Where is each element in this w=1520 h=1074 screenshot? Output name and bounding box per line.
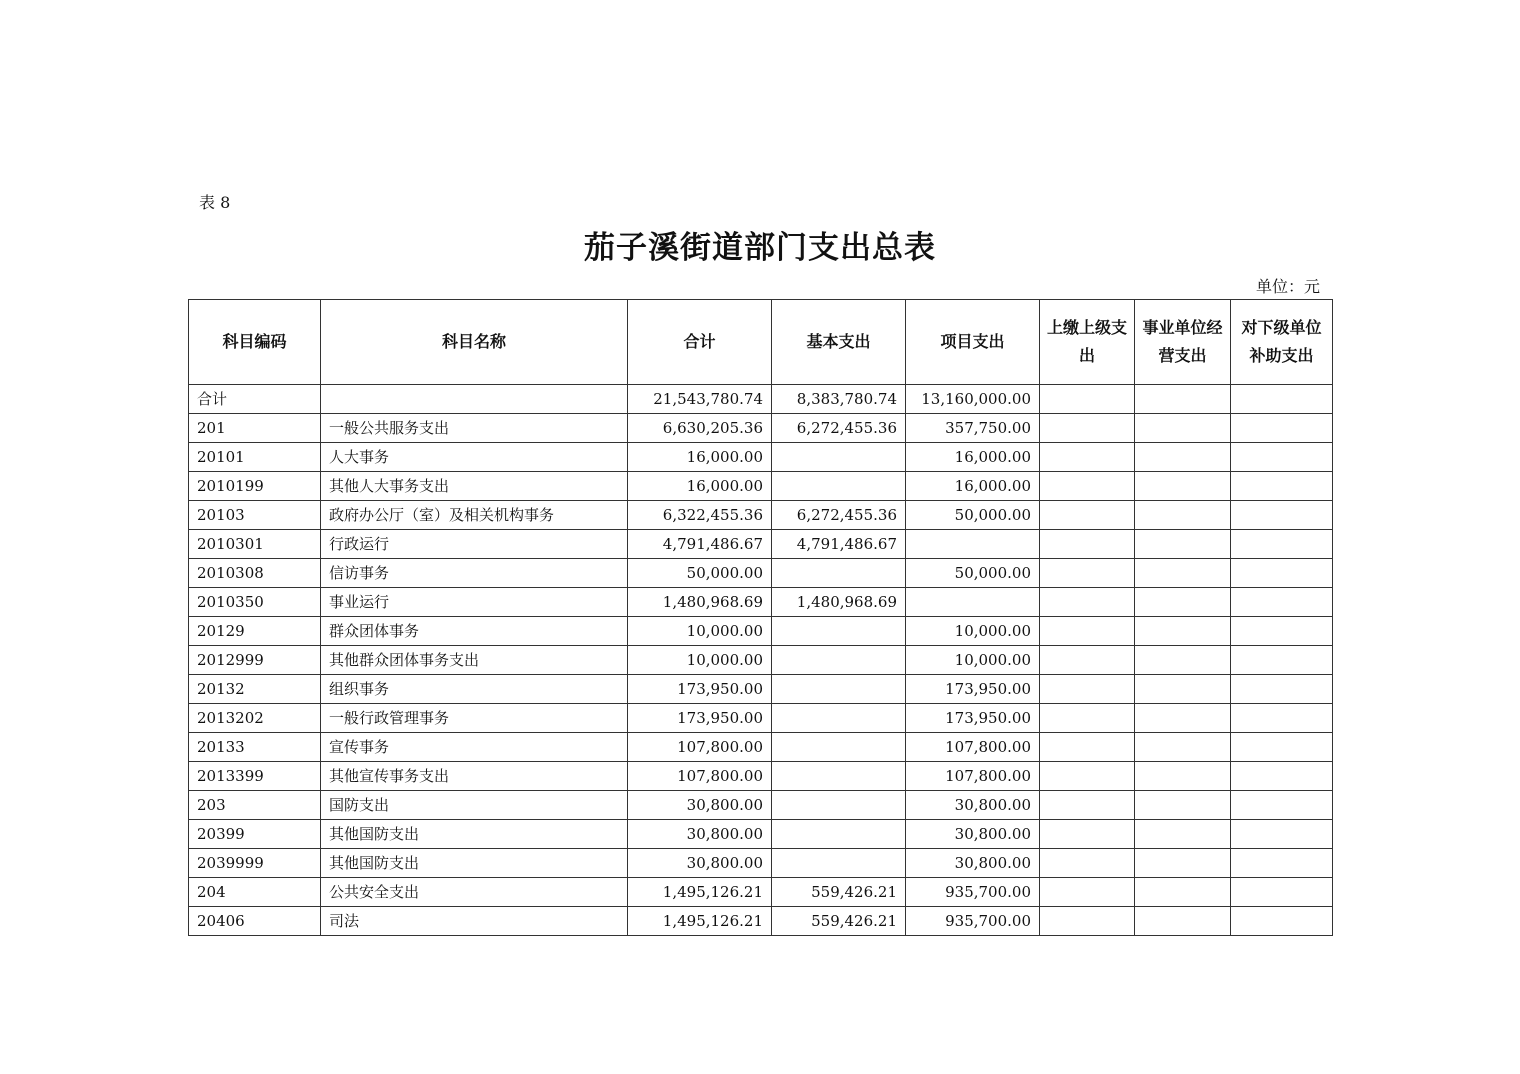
unit-label: 单位：元 (1255, 277, 1320, 296)
table-row (189, 733, 1333, 762)
table-row (189, 443, 1333, 472)
col-header-name: 科目名称 (321, 300, 628, 385)
cell-subsidy (1231, 762, 1333, 791)
cell-project: 30,800.00 (906, 820, 1040, 849)
cell-name: 其他国防支出 (321, 820, 628, 849)
cell-name: 宣传事务 (321, 733, 628, 762)
cell-total: 107,800.00 (628, 762, 772, 791)
cell-name: 其他国防支出 (321, 849, 628, 878)
cell-name: 一般公共服务支出 (321, 414, 628, 443)
cell-basic: 559,426.21 (772, 878, 906, 907)
cell-business (1135, 675, 1231, 704)
cell-subsidy (1231, 414, 1333, 443)
cell-business (1135, 588, 1231, 617)
cell-code: 20133 (189, 733, 321, 762)
cell-name: 司法 (321, 907, 628, 936)
cell-basic: 1,480,968.69 (772, 588, 906, 617)
col-header-total: 合计 (628, 300, 772, 385)
cell-business (1135, 733, 1231, 762)
cell-subsidy (1231, 907, 1333, 936)
table-row (189, 472, 1333, 501)
cell-total: 50,000.00 (628, 559, 772, 588)
cell-business (1135, 646, 1231, 675)
cell-subsidy (1231, 791, 1333, 820)
expense-table (188, 299, 1333, 936)
cell-basic (772, 704, 906, 733)
table-row (189, 820, 1333, 849)
cell-code: 2013399 (189, 762, 321, 791)
cell-code: 2010199 (189, 472, 321, 501)
table-row (189, 762, 1333, 791)
cell-total: 30,800.00 (628, 849, 772, 878)
table-row (189, 878, 1333, 907)
cell-remit (1040, 646, 1135, 675)
cell-subsidy (1231, 559, 1333, 588)
cell-project: 10,000.00 (906, 617, 1040, 646)
cell-name: 一般行政管理事务 (321, 704, 628, 733)
cell-project: 357,750.00 (906, 414, 1040, 443)
table-row (189, 907, 1333, 936)
cell-remit (1040, 907, 1135, 936)
cell-project: 173,950.00 (906, 675, 1040, 704)
cell-subsidy (1231, 675, 1333, 704)
table-number: 表 8 (199, 193, 231, 212)
cell-name: 其他群众团体事务支出 (321, 646, 628, 675)
cell-project: 50,000.00 (906, 559, 1040, 588)
cell-basic: 6,272,455.36 (772, 501, 906, 530)
cell-remit (1040, 675, 1135, 704)
cell-code: 2010308 (189, 559, 321, 588)
cell-project (906, 530, 1040, 559)
cell-project: 50,000.00 (906, 501, 1040, 530)
table-body (189, 385, 1333, 936)
cell-total: 173,950.00 (628, 675, 772, 704)
cell-name: 其他宣传事务支出 (321, 762, 628, 791)
cell-remit (1040, 849, 1135, 878)
table-row (189, 530, 1333, 559)
cell-basic (772, 675, 906, 704)
cell-project: 173,950.00 (906, 704, 1040, 733)
cell-project: 107,800.00 (906, 733, 1040, 762)
table-row (189, 675, 1333, 704)
cell-name: 组织事务 (321, 675, 628, 704)
cell-name: 行政运行 (321, 530, 628, 559)
col-header-subsidy: 对下级单位补助支出 (1231, 300, 1333, 385)
cell-code: 201 (189, 414, 321, 443)
cell-name: 其他人大事务支出 (321, 472, 628, 501)
table-row (189, 646, 1333, 675)
cell-basic: 559,426.21 (772, 907, 906, 936)
cell-code: 20129 (189, 617, 321, 646)
cell-total: 1,480,968.69 (628, 588, 772, 617)
cell-remit (1040, 501, 1135, 530)
cell-total: 16,000.00 (628, 443, 772, 472)
cell-subsidy (1231, 646, 1333, 675)
cell-name: 国防支出 (321, 791, 628, 820)
cell-code: 20132 (189, 675, 321, 704)
cell-remit (1040, 762, 1135, 791)
cell-total: 10,000.00 (628, 646, 772, 675)
cell-basic (772, 791, 906, 820)
cell-remit (1040, 559, 1135, 588)
cell-basic (772, 849, 906, 878)
cell-code: 2039999 (189, 849, 321, 878)
cell-business (1135, 704, 1231, 733)
cell-remit (1040, 878, 1135, 907)
cell-project: 10,000.00 (906, 646, 1040, 675)
cell-subsidy (1231, 849, 1333, 878)
cell-business (1135, 414, 1231, 443)
cell-code: 2012999 (189, 646, 321, 675)
cell-business (1135, 385, 1231, 414)
cell-code: 2013202 (189, 704, 321, 733)
cell-project (906, 588, 1040, 617)
cell-business (1135, 443, 1231, 472)
cell-subsidy (1231, 704, 1333, 733)
col-header-remit: 上缴上级支出 (1040, 300, 1135, 385)
cell-subsidy (1231, 733, 1333, 762)
cell-code: 20399 (189, 820, 321, 849)
cell-project: 935,700.00 (906, 878, 1040, 907)
cell-remit (1040, 617, 1135, 646)
table-row (189, 791, 1333, 820)
cell-name: 公共安全支出 (321, 878, 628, 907)
cell-business (1135, 472, 1231, 501)
table-row (189, 385, 1333, 414)
cell-name: 政府办公厅（室）及相关机构事务 (321, 501, 628, 530)
cell-business (1135, 762, 1231, 791)
cell-subsidy (1231, 878, 1333, 907)
cell-code: 合计 (189, 385, 321, 414)
cell-total: 107,800.00 (628, 733, 772, 762)
cell-basic (772, 443, 906, 472)
table-row (189, 414, 1333, 443)
cell-total: 1,495,126.21 (628, 907, 772, 936)
cell-total: 16,000.00 (628, 472, 772, 501)
cell-project: 30,800.00 (906, 791, 1040, 820)
cell-subsidy (1231, 820, 1333, 849)
cell-remit (1040, 530, 1135, 559)
cell-name: 事业运行 (321, 588, 628, 617)
page-title: 茄子溪街道部门支出总表 (584, 230, 936, 266)
cell-project: 107,800.00 (906, 762, 1040, 791)
table-row (189, 501, 1333, 530)
cell-basic (772, 646, 906, 675)
cell-remit (1040, 385, 1135, 414)
cell-code: 20101 (189, 443, 321, 472)
cell-total: 4,791,486.67 (628, 530, 772, 559)
table-row (189, 559, 1333, 588)
cell-remit (1040, 588, 1135, 617)
cell-basic (772, 617, 906, 646)
cell-basic (772, 472, 906, 501)
cell-total: 173,950.00 (628, 704, 772, 733)
cell-remit (1040, 414, 1135, 443)
cell-subsidy (1231, 617, 1333, 646)
cell-code: 203 (189, 791, 321, 820)
cell-total: 6,322,455.36 (628, 501, 772, 530)
cell-business (1135, 849, 1231, 878)
cell-business (1135, 791, 1231, 820)
cell-basic: 8,383,780.74 (772, 385, 906, 414)
col-header-basic: 基本支出 (772, 300, 906, 385)
cell-project: 16,000.00 (906, 443, 1040, 472)
cell-remit (1040, 472, 1135, 501)
cell-remit (1040, 791, 1135, 820)
table-row (189, 704, 1333, 733)
cell-total: 1,495,126.21 (628, 878, 772, 907)
cell-basic (772, 820, 906, 849)
cell-basic: 6,272,455.36 (772, 414, 906, 443)
cell-business (1135, 501, 1231, 530)
cell-total: 21,543,780.74 (628, 385, 772, 414)
cell-name: 群众团体事务 (321, 617, 628, 646)
cell-remit (1040, 443, 1135, 472)
cell-project: 30,800.00 (906, 849, 1040, 878)
cell-subsidy (1231, 501, 1333, 530)
cell-remit (1040, 704, 1135, 733)
col-header-project: 项目支出 (906, 300, 1040, 385)
cell-project: 935,700.00 (906, 907, 1040, 936)
table-row (189, 617, 1333, 646)
table-row (189, 849, 1333, 878)
col-header-code: 科目编码 (189, 300, 321, 385)
cell-remit (1040, 733, 1135, 762)
cell-name: 人大事务 (321, 443, 628, 472)
table-header-row (189, 300, 1333, 385)
cell-basic (772, 733, 906, 762)
cell-total: 30,800.00 (628, 820, 772, 849)
table-row (189, 588, 1333, 617)
cell-basic (772, 559, 906, 588)
cell-business (1135, 617, 1231, 646)
cell-name: 信访事务 (321, 559, 628, 588)
cell-code: 20406 (189, 907, 321, 936)
cell-total: 6,630,205.36 (628, 414, 772, 443)
cell-code: 20103 (189, 501, 321, 530)
cell-code: 2010301 (189, 530, 321, 559)
cell-total: 10,000.00 (628, 617, 772, 646)
cell-total: 30,800.00 (628, 791, 772, 820)
cell-code: 204 (189, 878, 321, 907)
cell-name (321, 385, 628, 414)
cell-business (1135, 820, 1231, 849)
cell-subsidy (1231, 385, 1333, 414)
cell-project: 13,160,000.00 (906, 385, 1040, 414)
cell-basic: 4,791,486.67 (772, 530, 906, 559)
cell-code: 2010350 (189, 588, 321, 617)
cell-business (1135, 907, 1231, 936)
cell-remit (1040, 820, 1135, 849)
cell-subsidy (1231, 530, 1333, 559)
cell-subsidy (1231, 472, 1333, 501)
cell-basic (772, 762, 906, 791)
cell-subsidy (1231, 588, 1333, 617)
cell-business (1135, 878, 1231, 907)
col-header-business: 事业单位经营支出 (1135, 300, 1231, 385)
cell-project: 16,000.00 (906, 472, 1040, 501)
cell-business (1135, 530, 1231, 559)
cell-subsidy (1231, 443, 1333, 472)
cell-business (1135, 559, 1231, 588)
